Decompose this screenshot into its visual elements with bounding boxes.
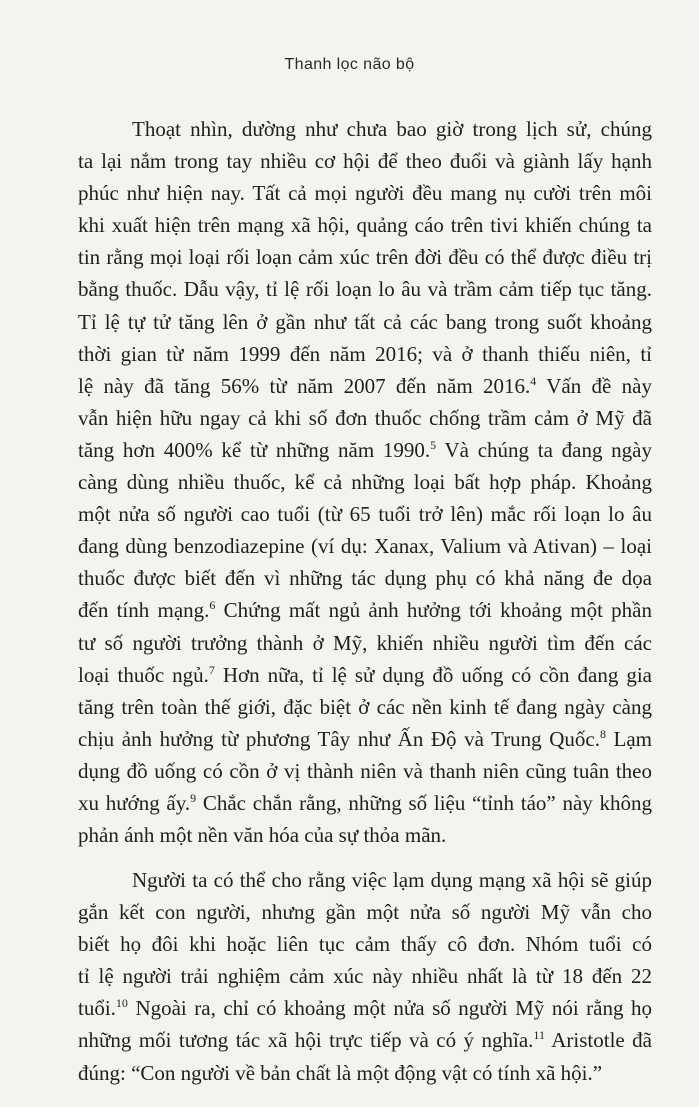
text-line: Thoạt nhìn, dường như chưa bao giờ trong lịch sử, chúng bbox=[132, 117, 652, 141]
text-line: phản ánh một nền văn hóa của sự thỏa mãn. bbox=[78, 823, 447, 848]
body-paragraph-2 bbox=[78, 864, 652, 1089]
text-line: biết họ đôi khi hoặc liên tục cảm thấy cô đơn. Nhóm tuổi có bbox=[78, 932, 652, 957]
text-line: bằng thuốc. Dẫu vậy, tỉ lệ rối loạn lo âu và trầm cảm tiếp tục tăng. bbox=[78, 277, 652, 302]
text-line: thời gian từ năm 1999 đến năm 2016; và ở thanh thiếu niên, tỉ bbox=[78, 341, 652, 366]
text-line: tuổi.$^{10}$ Ngoài ra, chỉ có khoảng một nửa số người Mỹ nói rằng họ bbox=[78, 996, 652, 1021]
text-line: Tỉ lệ tự tử tăng lên ở gần như tất cả các bang trong suốt khoảng bbox=[78, 309, 652, 334]
footnote-ref: 4 bbox=[530, 373, 537, 388]
footnote-ref: 5 bbox=[430, 437, 437, 452]
text-line: càng dùng nhiều thuốc, kể cả những loại bất hợp pháp. Khoảng bbox=[78, 470, 652, 495]
text-line: đúng: “Con người về bản chất là một động vật có tính xã hội.” bbox=[78, 1060, 603, 1085]
footnote-ref: 8 bbox=[599, 726, 606, 741]
text-line: đến tính mạng.$^6$ Chứng mất ngủ ảnh hưởng tới khoảng một phần bbox=[78, 598, 652, 623]
text-line: tỉ lệ người trải nghiệm cảm xúc này nhiều nhất là từ 18 đến 22 bbox=[78, 964, 652, 989]
text-line: đang dùng benzodiazepine (ví dụ: Xanax, Valium và Ativan) – loại bbox=[78, 534, 652, 559]
text-line: tin rằng mọi loại rối loạn cảm xúc trên đời đều có thể được điều trị bbox=[78, 245, 652, 270]
text-line: tăng trên toàn thế giới, đặc biệt ở các nền kinh tế đang ngày càng bbox=[78, 694, 652, 719]
text-line: thuốc được biết đến vì những tác dụng phụ có khả năng đe dọa bbox=[78, 566, 652, 591]
footnote-ref: 6 bbox=[209, 598, 216, 613]
text-line: dụng đồ uống có cồn ở vị thành niên và thanh niên cũng tuân theo bbox=[78, 758, 652, 783]
text-line: Người ta có thể cho rằng việc lạm dụng mạng xã hội sẽ giúp bbox=[132, 868, 652, 892]
text-line: những mối tương tác xã hội trực tiếp và có ý nghĩa.$^{11}$ Aristotle đã bbox=[78, 1028, 652, 1053]
text-line: vẫn hiện hữu ngay cả khi số đơn thuốc chống trầm cảm ở Mỹ đã bbox=[78, 405, 652, 430]
footnote-ref: 7 bbox=[208, 662, 215, 677]
text-line: chịu ảnh hưởng từ phương Tây như Ấn Độ và Trung Quốc.$^8$ Lạm bbox=[78, 726, 652, 751]
text-line: xu hướng ấy.$^9$ Chắc chắn rằng, những số liệu “tỉnh táo” này không bbox=[78, 790, 652, 815]
footnote-ref: 9 bbox=[190, 790, 197, 805]
footnote-ref: 10 bbox=[115, 996, 128, 1011]
text-line: một nửa số người cao tuổi (từ 65 tuổi trở lên) mắc rối loạn lo âu bbox=[78, 502, 652, 527]
footnote-ref: 11 bbox=[533, 1028, 545, 1043]
text-line: gắn kết con người, nhưng gần một nửa số người Mỹ vẫn cho bbox=[78, 900, 652, 925]
text-line: lệ này đã tăng 56% từ năm 2007 đến năm 2016.$^4$ Vấn đề này bbox=[78, 373, 652, 398]
text-line: loại thuốc ngủ.$^7$ Hơn nữa, tỉ lệ sử dụng đồ uống có cồn đang gia bbox=[78, 662, 652, 687]
body-paragraph-1 bbox=[78, 113, 652, 851]
text-line: tư số người trưởng thành ở Mỹ, khiến nhiều người tìm đến các bbox=[78, 630, 652, 655]
text-line: khi xuất hiện trên mạng xã hội, quảng cáo trên tivi khiến chúng ta bbox=[78, 213, 652, 238]
running-header: Thanh lọc não bộ bbox=[284, 56, 415, 73]
text-line: ta lại nắm trong tay nhiều cơ hội để theo đuổi và giành lấy hạnh bbox=[78, 149, 652, 174]
text-line: tăng hơn 400% kể từ những năm 1990.$^5$ Và chúng ta đang ngày bbox=[78, 437, 653, 462]
text-line: phúc như hiện nay. Tất cả mọi người đều mang nụ cười trên môi bbox=[78, 181, 652, 206]
